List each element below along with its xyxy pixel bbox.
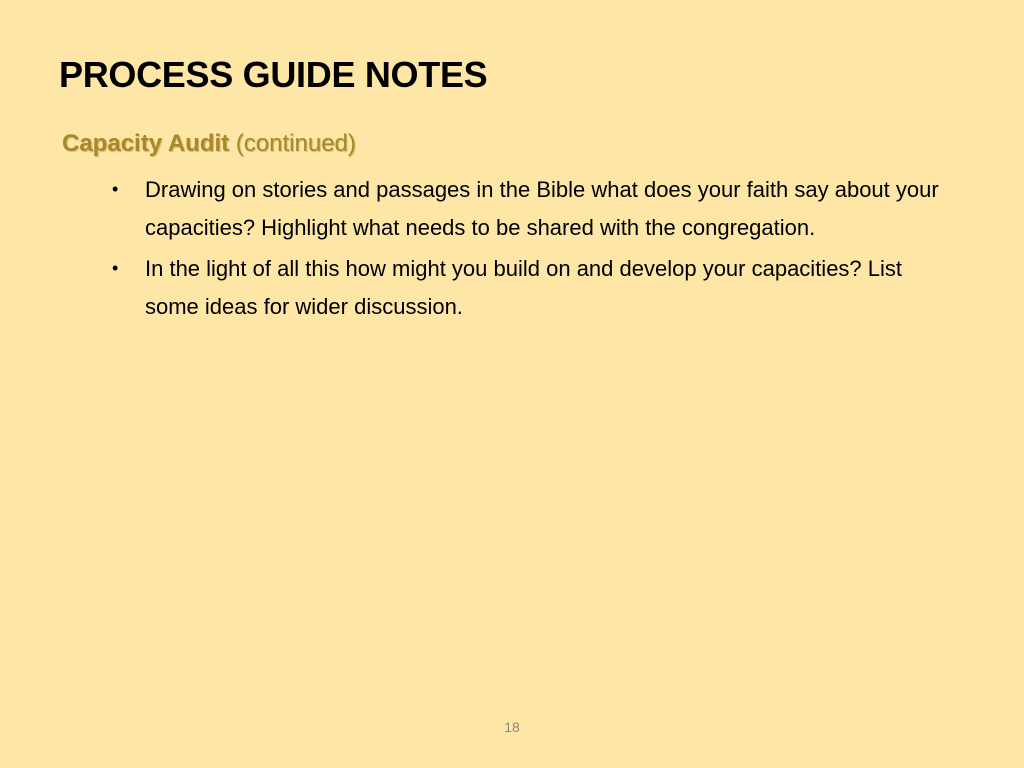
bullet-text: Drawing on stories and passages in the Bible what does your faith say about your capacities? Highlight what needs to be shared with the congregation. <box>145 177 939 240</box>
bullet-item <box>112 171 952 246</box>
section-subheading <box>62 129 356 159</box>
bullet-list <box>112 171 952 329</box>
subheading-bold-text: Capacity Audit <box>62 130 230 157</box>
slide-title: PROCESS GUIDE NOTES <box>59 54 488 95</box>
bullet-icon: • <box>112 179 119 199</box>
bullet-item <box>112 250 952 325</box>
page-number: 18 <box>504 719 520 735</box>
bullet-icon: • <box>112 258 119 278</box>
bullet-text: In the light of all this how might you build on and develop your capacities? List some ideas for wider discussion. <box>145 256 903 319</box>
subheading-normal-text: (continued) <box>229 130 356 157</box>
